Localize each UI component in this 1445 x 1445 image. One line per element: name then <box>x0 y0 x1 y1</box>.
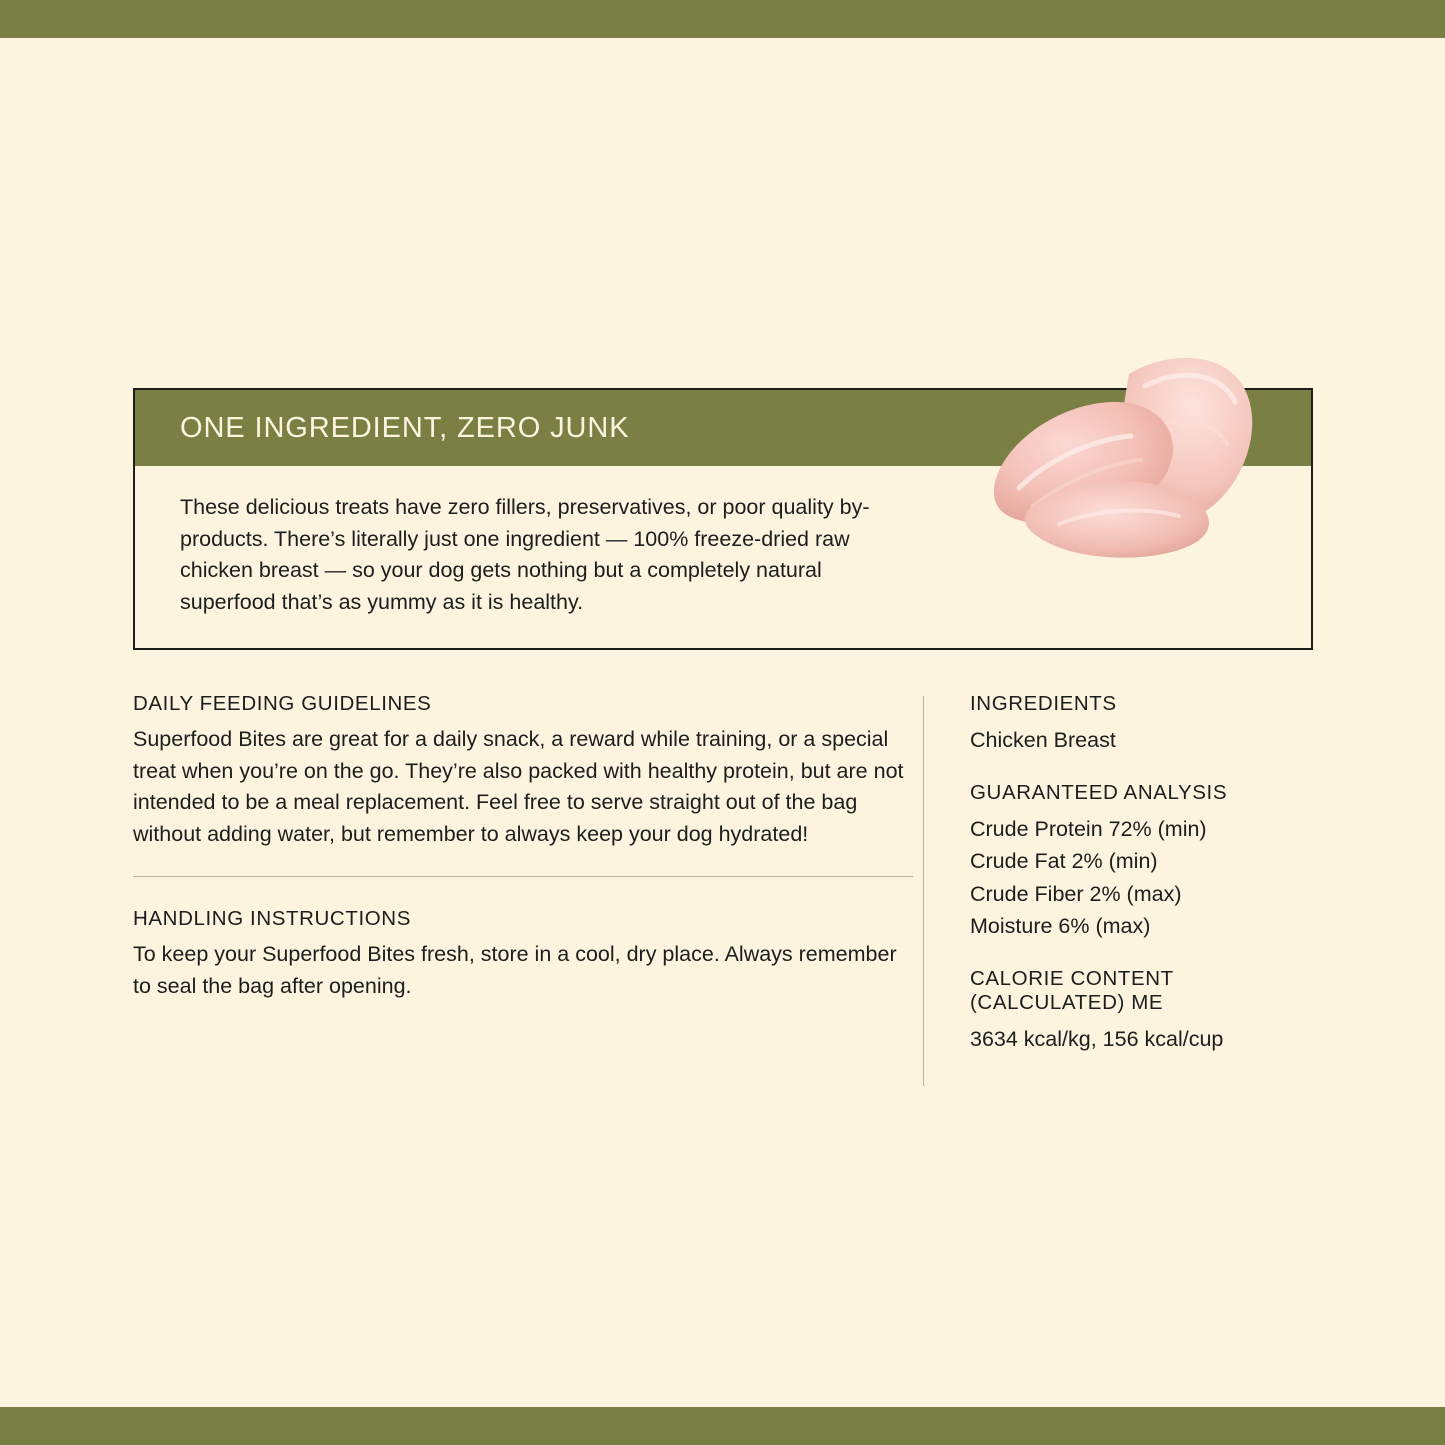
guaranteed-analysis-row: Crude Fiber 2% (max) <box>970 881 1182 906</box>
right-column <box>924 692 1313 1086</box>
callout-title: ONE INGREDIENT, ZERO JUNK <box>180 411 630 444</box>
bottom-color-band <box>0 1407 1445 1445</box>
ingredients-value: Chicken Breast <box>970 728 1116 752</box>
guaranteed-analysis-row: Crude Protein 72% (min) <box>970 816 1207 841</box>
guaranteed-analysis-row: Moisture 6% (max) <box>970 914 1151 938</box>
handling-instructions-text: To keep your Superfood Bites fresh, store in a cool, dry place. Always remember to seal the bag after opening. <box>133 942 897 998</box>
ingredients-block <box>970 692 1313 757</box>
calorie-content-block <box>970 967 1313 1056</box>
label-content <box>133 388 1313 1086</box>
handling-instructions-heading: HANDLING INSTRUCTIONS <box>133 907 411 930</box>
callout-body <box>135 466 1311 648</box>
guaranteed-analysis-row: Crude Fat 2% (min) <box>970 849 1158 873</box>
calorie-content-heading-line1: CALORIE CONTENT <box>970 966 1174 990</box>
left-column <box>133 692 923 1086</box>
guaranteed-analysis-heading: GUARANTEED ANALYSIS <box>970 780 1228 804</box>
calorie-content-value: 3634 kcal/kg, 156 kcal/cup <box>970 1026 1224 1051</box>
feeding-guidelines-text: Superfood Bites are great for a daily snack, a reward while training, or a special treat when you’re on the go. They’re also packed with healthy protein, but are not intended to be a meal replacement. Feel free to serve straight out of the bag without adding water, but remember to always keep your dog hydrated! <box>133 727 904 846</box>
feeding-guidelines-heading: DAILY FEEDING GUIDELINES <box>133 692 432 715</box>
left-column-divider <box>133 876 913 877</box>
callout-box <box>133 388 1313 650</box>
calorie-content-heading-line2: (CALCULATED) ME <box>970 990 1164 1014</box>
callout-header <box>135 390 1311 466</box>
details-columns <box>133 692 1313 1086</box>
callout-text: These delicious treats have zero fillers, preservatives, or poor quality by-products. There’s literally just one ingredient — 100% freeze-dried raw chicken breast — so your dog gets nothing but a completely natural superfood that’s as yummy as it is healthy. <box>180 495 870 614</box>
top-color-band <box>0 0 1445 38</box>
guaranteed-analysis-block <box>970 781 1313 943</box>
handling-instructions-block <box>133 907 913 1002</box>
ingredients-heading: INGREDIENTS <box>970 692 1117 715</box>
feeding-guidelines-block <box>133 692 913 876</box>
